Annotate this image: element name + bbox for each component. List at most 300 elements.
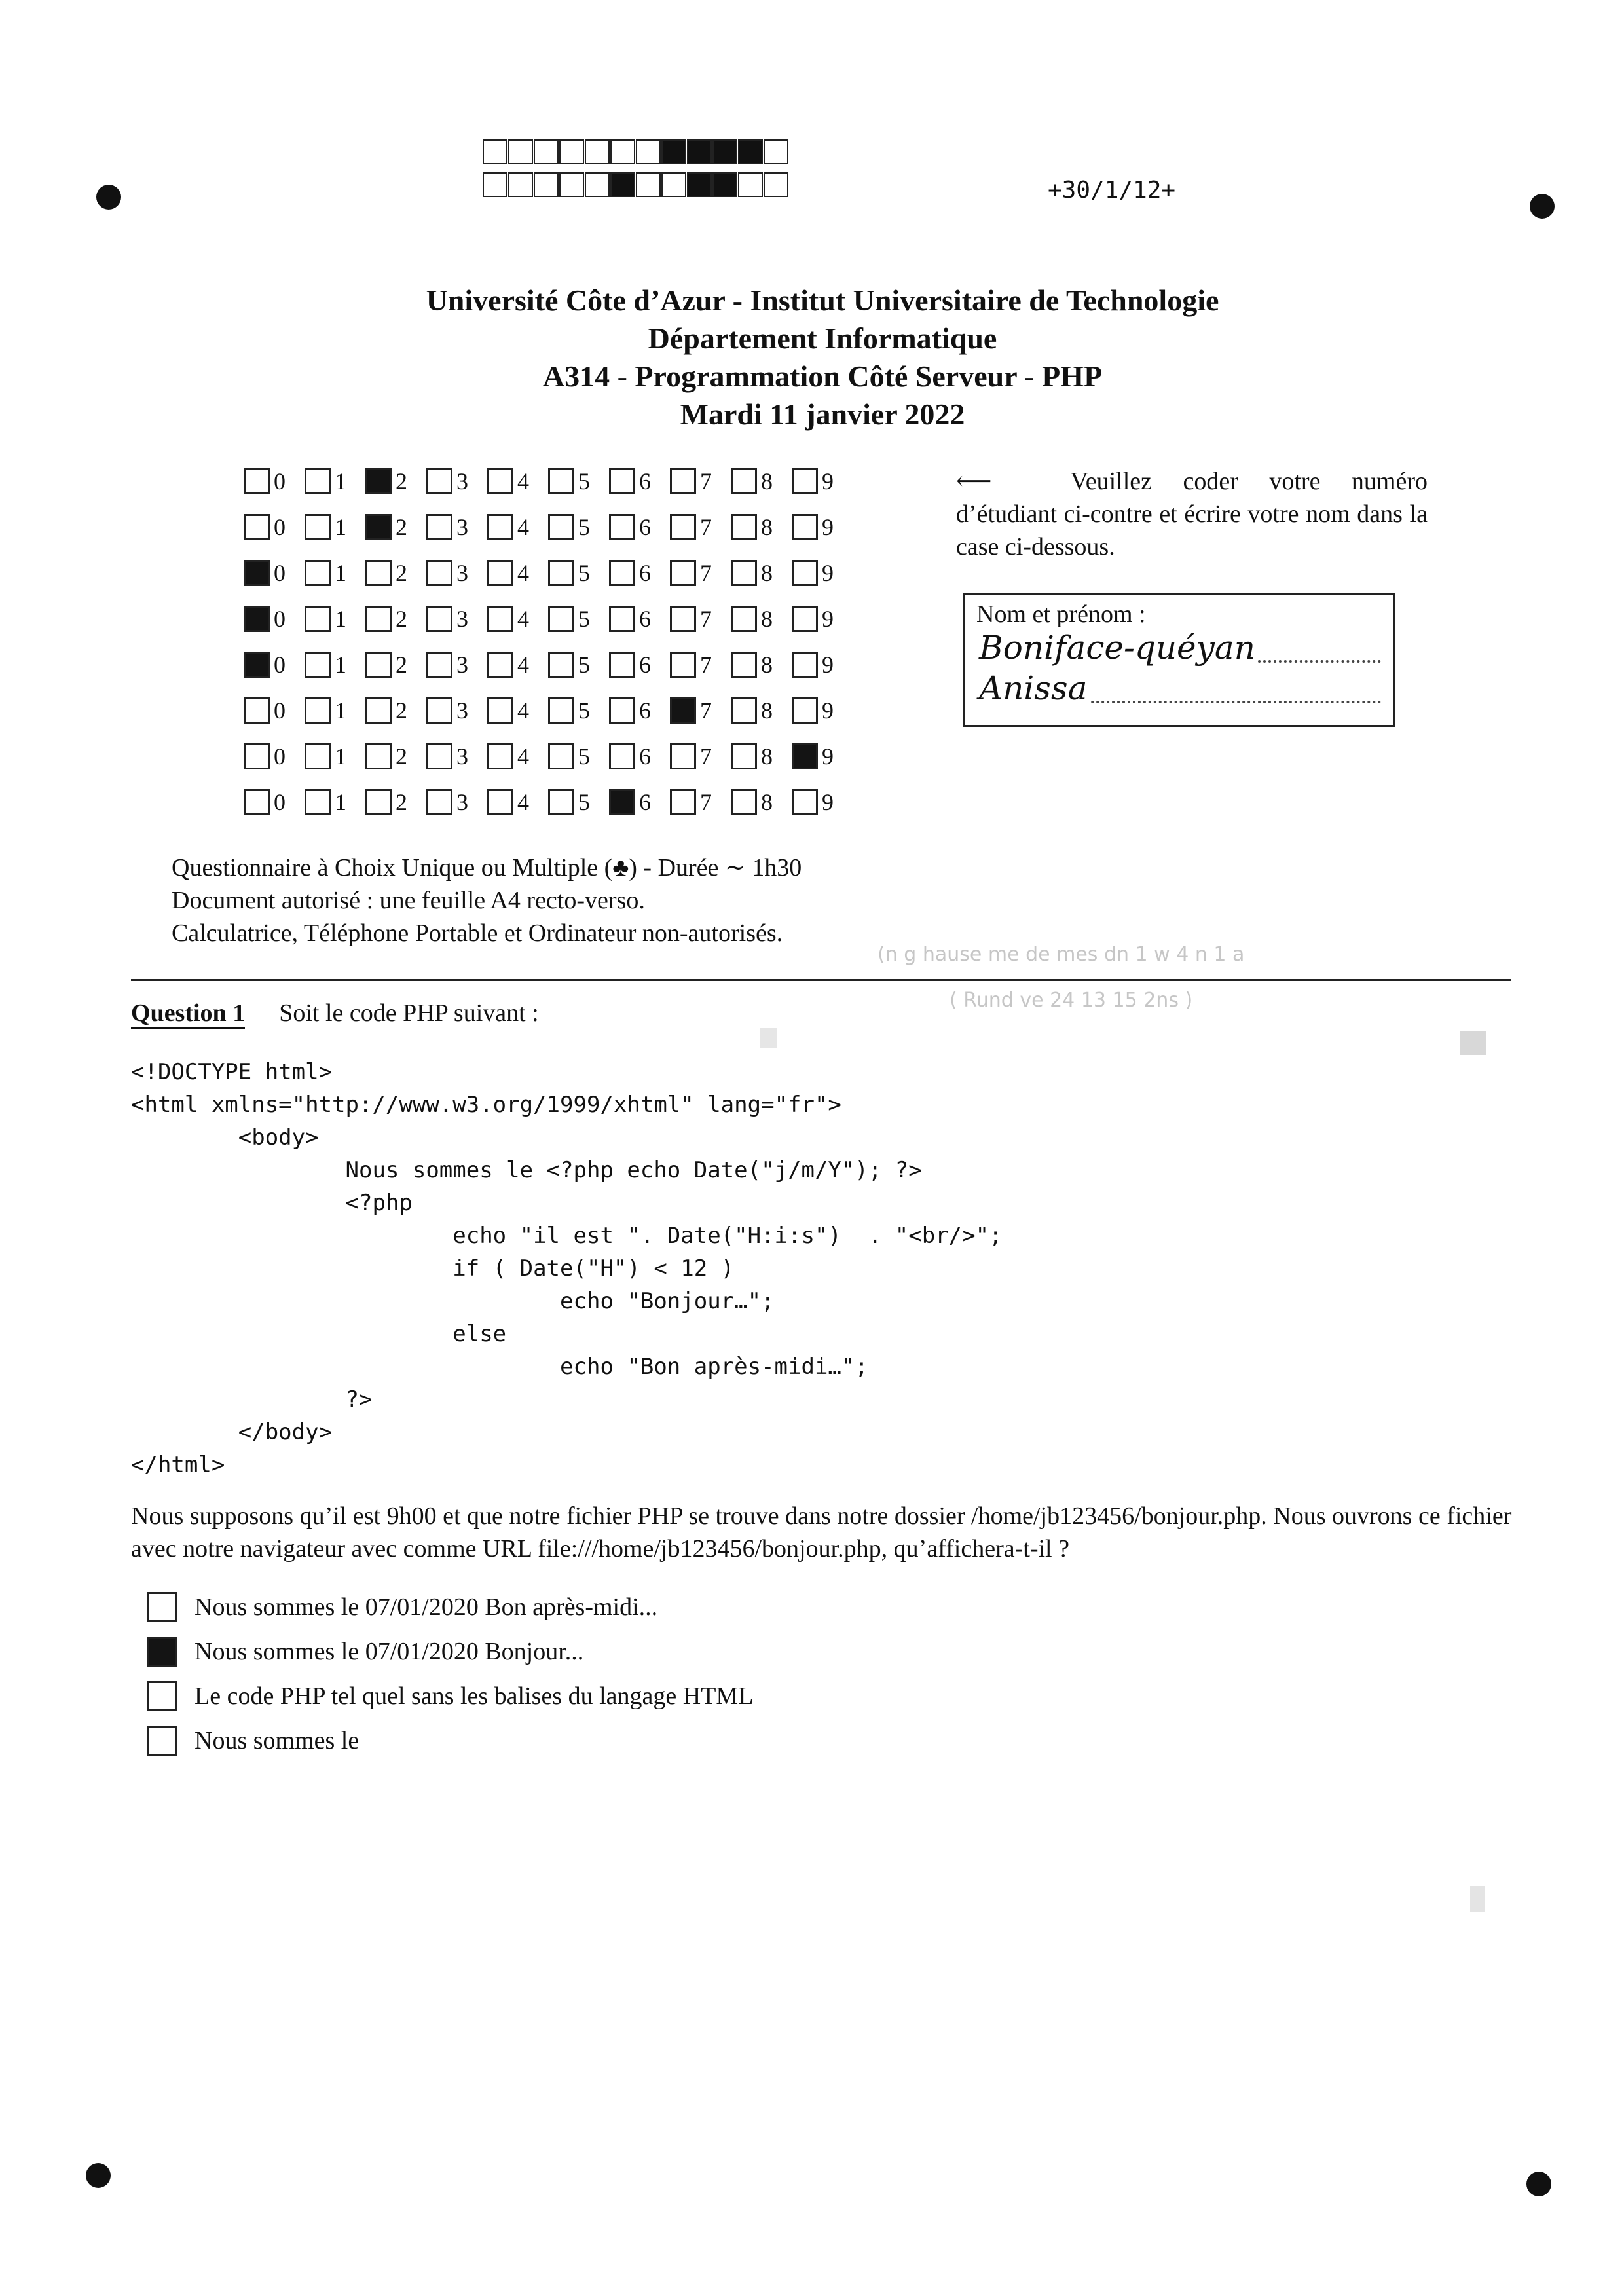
id-digit-label: 1: [335, 514, 346, 540]
id-digit-option: [244, 559, 304, 587]
id-checkbox[interactable]: [365, 606, 392, 632]
id-digit-label: 0: [274, 560, 286, 586]
id-digit-label: 8: [761, 468, 773, 494]
id-digit-label: 0: [274, 514, 286, 540]
id-digit-label: 0: [274, 468, 286, 494]
id-digit-option: [792, 559, 853, 587]
id-digit-option: [548, 559, 609, 587]
id-checkbox[interactable]: [548, 652, 574, 678]
id-digit-option: [244, 788, 304, 816]
id-checkbox[interactable]: [487, 560, 513, 586]
id-checkbox[interactable]: [426, 697, 452, 724]
id-checkbox[interactable]: [670, 468, 696, 494]
id-checkbox[interactable]: [487, 468, 513, 494]
id-digit-label: 7: [700, 468, 712, 494]
id-digit-label: 6: [639, 789, 651, 815]
id-digit-row: [244, 550, 853, 596]
answer-option: [147, 1718, 753, 1763]
id-digit-row: [244, 458, 853, 504]
id-checkbox[interactable]: [304, 789, 331, 815]
barcode-cell: [687, 139, 712, 164]
id-digit-label: 7: [700, 560, 712, 586]
id-digit-label: 0: [274, 789, 286, 815]
meta-format: Questionnaire à Choix Unique ou Multiple (♣) - Durée ∼ 1h30: [172, 854, 802, 881]
id-digit-label: 9: [822, 743, 834, 769]
id-checkbox[interactable]: [426, 606, 452, 632]
id-digit-label: 8: [761, 697, 773, 724]
id-digit-option: [426, 559, 487, 587]
id-checkbox[interactable]: [792, 743, 818, 769]
id-checkbox[interactable]: [731, 606, 757, 632]
id-digit-label: 4: [517, 697, 529, 724]
id-checkbox[interactable]: [487, 743, 513, 769]
id-digit-label: 8: [761, 514, 773, 540]
id-checkbox[interactable]: [609, 514, 635, 540]
id-digit-option: [365, 559, 426, 587]
id-checkbox[interactable]: [609, 743, 635, 769]
id-instructions: [956, 465, 1428, 563]
id-digit-label: 2: [396, 560, 407, 586]
id-checkbox[interactable]: [609, 789, 635, 815]
id-digit-option: [670, 651, 731, 678]
answer-text: Le code PHP tel quel sans les balises du langage HTML: [194, 1682, 754, 1710]
scan-smudge: [1470, 1886, 1485, 1912]
id-digit-option: [548, 743, 609, 770]
id-checkbox[interactable]: [426, 560, 452, 586]
id-digit-option: [670, 468, 731, 495]
id-digit-option: [670, 788, 731, 816]
id-digit-option: [244, 605, 304, 633]
id-checkbox[interactable]: [609, 468, 635, 494]
id-digit-label: 9: [822, 468, 834, 494]
id-digit-option: [365, 697, 426, 724]
id-digit-option: [609, 788, 670, 816]
student-id-grid: [244, 458, 853, 825]
id-digit-label: 9: [822, 697, 834, 724]
id-digit-option: [304, 559, 365, 587]
id-checkbox[interactable]: [792, 606, 818, 632]
barcode-cell: [636, 139, 661, 164]
id-digit-option: [426, 513, 487, 541]
answer-option: [147, 1674, 753, 1718]
barcode-cell: [483, 139, 507, 164]
id-digit-option: [487, 788, 548, 816]
id-checkbox[interactable]: [670, 514, 696, 540]
name-box: [963, 593, 1395, 727]
id-checkbox[interactable]: [244, 514, 270, 540]
id-checkbox[interactable]: [244, 743, 270, 769]
id-digit-option: [365, 788, 426, 816]
id-checkbox[interactable]: [548, 743, 574, 769]
id-digit-option: [426, 651, 487, 678]
id-digit-option: [792, 743, 853, 770]
id-digit-label: 5: [578, 789, 590, 815]
id-digit-label: 7: [700, 789, 712, 815]
id-digit-label: 5: [578, 743, 590, 769]
id-checkbox[interactable]: [792, 468, 818, 494]
id-checkbox[interactable]: [548, 789, 574, 815]
id-digit-label: 5: [578, 560, 590, 586]
id-checkbox[interactable]: [365, 652, 392, 678]
id-digit-label: 6: [639, 606, 651, 632]
id-digit-option: [670, 605, 731, 633]
id-digit-option: [731, 605, 792, 633]
id-digit-option: [244, 513, 304, 541]
id-digit-label: 6: [639, 560, 651, 586]
header-date: Mardi 11 janvier 2022: [680, 398, 965, 431]
id-checkbox[interactable]: [670, 789, 696, 815]
id-checkbox[interactable]: [244, 652, 270, 678]
id-digit-label: 0: [274, 606, 286, 632]
id-digit-option: [365, 651, 426, 678]
id-checkbox[interactable]: [365, 697, 392, 724]
name-label: Nom et prénom :: [976, 601, 1146, 628]
id-checkbox[interactable]: [244, 606, 270, 632]
id-digit-label: 8: [761, 743, 773, 769]
id-digit-label: 2: [396, 652, 407, 678]
id-checkbox[interactable]: [244, 789, 270, 815]
id-digit-label: 6: [639, 468, 651, 494]
id-checkbox[interactable]: [304, 514, 331, 540]
id-digit-label: 7: [700, 514, 712, 540]
id-digit-label: 3: [456, 468, 468, 494]
id-digit-label: 4: [517, 606, 529, 632]
id-digit-label: 3: [456, 743, 468, 769]
id-digit-label: 3: [456, 697, 468, 724]
id-checkbox[interactable]: [304, 697, 331, 724]
id-digit-option: [731, 697, 792, 724]
id-digit-label: 5: [578, 468, 590, 494]
id-digit-option: [548, 697, 609, 724]
barcode-cell: [712, 172, 737, 197]
question-1-header: [131, 999, 539, 1028]
id-digit-option: [731, 651, 792, 678]
barcode-cell: [738, 172, 763, 197]
id-digit-row: [244, 642, 853, 688]
id-checkbox[interactable]: [426, 468, 452, 494]
id-digit-label: 2: [396, 789, 407, 815]
id-digit-label: 9: [822, 606, 834, 632]
id-checkbox[interactable]: [487, 514, 513, 540]
id-digit-option: [731, 559, 792, 587]
id-digit-option: [365, 605, 426, 633]
id-digit-label: 1: [335, 697, 346, 724]
id-digit-option: [792, 605, 853, 633]
answer-text: Nous sommes le 07/01/2020 Bon après-midi...: [194, 1593, 658, 1621]
id-digit-label: 7: [700, 743, 712, 769]
id-digit-label: 0: [274, 652, 286, 678]
id-checkbox[interactable]: [426, 652, 452, 678]
id-digit-label: 4: [517, 468, 529, 494]
id-digit-option: [304, 513, 365, 541]
id-digit-option: [731, 513, 792, 541]
id-checkbox[interactable]: [792, 652, 818, 678]
id-digit-label: 3: [456, 560, 468, 586]
registration-mark-bottom-left: [86, 2163, 111, 2188]
id-checkbox[interactable]: [609, 606, 635, 632]
id-digit-option: [304, 697, 365, 724]
id-digit-label: 4: [517, 743, 529, 769]
id-digit-label: 1: [335, 743, 346, 769]
id-checkbox[interactable]: [304, 743, 331, 769]
firstname-line: [976, 669, 1381, 710]
id-digit-option: [365, 743, 426, 770]
barcode-cell: [610, 139, 635, 164]
id-digit-option: [304, 651, 365, 678]
id-digit-option: [792, 788, 853, 816]
id-digit-label: 1: [335, 468, 346, 494]
barcode-cell: [610, 172, 635, 197]
id-digit-label: 2: [396, 606, 407, 632]
barcode-cell: [764, 172, 788, 197]
id-digit-label: 0: [274, 743, 286, 769]
scan-smudge: [760, 1028, 777, 1048]
id-checkbox[interactable]: [244, 560, 270, 586]
id-digit-option: [609, 605, 670, 633]
barcode-cell: [712, 139, 737, 164]
id-digit-row: [244, 733, 853, 779]
id-digit-label: 5: [578, 697, 590, 724]
id-digit-row: [244, 596, 853, 642]
id-digit-label: 2: [396, 514, 407, 540]
id-digit-label: 4: [517, 652, 529, 678]
id-digit-option: [792, 697, 853, 724]
id-checkbox[interactable]: [548, 697, 574, 724]
id-digit-option: [487, 605, 548, 633]
barcode-cell: [508, 172, 533, 197]
id-digit-label: 9: [822, 560, 834, 586]
id-digit-label: 8: [761, 789, 773, 815]
id-digit-option: [304, 743, 365, 770]
id-digit-label: 3: [456, 652, 468, 678]
id-checkbox[interactable]: [244, 697, 270, 724]
id-digit-label: 4: [517, 560, 529, 586]
answer-option: [147, 1585, 753, 1629]
id-digit-option: [670, 513, 731, 541]
id-checkbox[interactable]: [609, 652, 635, 678]
question-intro: Soit le code PHP suivant :: [279, 999, 539, 1027]
id-digit-option: [487, 697, 548, 724]
id-checkbox[interactable]: [304, 606, 331, 632]
id-digit-option: [548, 468, 609, 495]
id-checkbox[interactable]: [670, 606, 696, 632]
id-checkbox[interactable]: [548, 606, 574, 632]
id-digit-option: [426, 743, 487, 770]
id-digit-option: [792, 651, 853, 678]
id-checkbox[interactable]: [426, 743, 452, 769]
id-checkbox[interactable]: [365, 743, 392, 769]
id-digit-label: 2: [396, 697, 407, 724]
instructions-text: Veuillez coder votre numéro d’étudiant ci-contre et écrire votre nom dans la case ci-dessous.: [956, 468, 1428, 561]
id-digit-option: [792, 513, 853, 541]
answer-list: [147, 1585, 753, 1763]
id-checkbox[interactable]: [487, 652, 513, 678]
id-checkbox[interactable]: [731, 560, 757, 586]
id-digit-label: 5: [578, 606, 590, 632]
barcode-cell: [585, 172, 610, 197]
id-digit-option: [426, 697, 487, 724]
id-digit-label: 0: [274, 697, 286, 724]
id-checkbox[interactable]: [792, 697, 818, 724]
exam-header: [0, 282, 1624, 434]
id-checkbox[interactable]: [487, 606, 513, 632]
id-digit-option: [304, 788, 365, 816]
id-checkbox[interactable]: [609, 697, 635, 724]
registration-mark-top-left: [96, 185, 121, 210]
id-checkbox[interactable]: [244, 468, 270, 494]
id-checkbox[interactable]: [304, 560, 331, 586]
id-digit-label: 1: [335, 789, 346, 815]
id-digit-option: [487, 468, 548, 495]
id-digit-label: 6: [639, 514, 651, 540]
id-digit-option: [731, 468, 792, 495]
surname-handwriting: Boniface-quéyan: [976, 629, 1258, 667]
barcode-row-1: [483, 139, 789, 166]
id-digit-option: [609, 468, 670, 495]
id-digit-option: [548, 651, 609, 678]
id-digit-label: 3: [456, 606, 468, 632]
answer-checkbox[interactable]: [147, 1592, 177, 1622]
left-arrow-icon: ⟵: [956, 468, 992, 495]
id-digit-option: [670, 559, 731, 587]
id-digit-label: 1: [335, 652, 346, 678]
id-digit-label: 5: [578, 514, 590, 540]
id-digit-option: [426, 788, 487, 816]
barcode-cell: [738, 139, 763, 164]
barcode-cell: [661, 139, 686, 164]
id-checkbox[interactable]: [792, 514, 818, 540]
id-checkbox[interactable]: [731, 697, 757, 724]
id-digit-label: 9: [822, 652, 834, 678]
id-checkbox[interactable]: [487, 789, 513, 815]
id-digit-option: [244, 697, 304, 724]
barcode-cell: [534, 172, 559, 197]
id-digit-row: [244, 504, 853, 550]
question-number: Question 1: [131, 999, 245, 1029]
answer-checkbox[interactable]: [147, 1637, 177, 1667]
id-digit-option: [609, 697, 670, 724]
id-digit-label: 2: [396, 468, 407, 494]
exam-meta: [172, 851, 802, 950]
registration-mark-bottom-right: [1526, 2172, 1551, 2196]
id-checkbox[interactable]: [548, 468, 574, 494]
id-checkbox[interactable]: [609, 560, 635, 586]
id-checkbox[interactable]: [670, 652, 696, 678]
id-digit-label: 8: [761, 652, 773, 678]
barcode-cell: [559, 139, 584, 164]
id-checkbox[interactable]: [670, 697, 696, 724]
id-digit-label: 6: [639, 743, 651, 769]
id-checkbox[interactable]: [548, 514, 574, 540]
id-digit-label: 8: [761, 560, 773, 586]
id-digit-label: 2: [396, 743, 407, 769]
id-digit-option: [548, 513, 609, 541]
id-checkbox[interactable]: [670, 560, 696, 586]
id-checkbox[interactable]: [487, 697, 513, 724]
registration-mark-top-right: [1530, 194, 1555, 219]
answer-checkbox[interactable]: [147, 1681, 177, 1711]
answer-option: [147, 1629, 753, 1674]
id-digit-option: [487, 651, 548, 678]
answer-text: Nous sommes le: [194, 1727, 360, 1754]
id-checkbox[interactable]: [365, 514, 392, 540]
id-digit-option: [609, 513, 670, 541]
faint-note-2: ( Rund ve 24 13 15 2ns ): [950, 989, 1193, 1012]
id-checkbox[interactable]: [731, 468, 757, 494]
barcode-cell: [534, 139, 559, 164]
id-checkbox[interactable]: [304, 652, 331, 678]
id-digit-row: [244, 688, 853, 733]
id-checkbox[interactable]: [365, 560, 392, 586]
id-digit-option: [548, 788, 609, 816]
header-university: Université Côte d’Azur - Institut Universitaire de Technologie: [426, 284, 1219, 317]
meta-devices: Calculatrice, Téléphone Portable et Ordinateur non-autorisés.: [172, 919, 783, 947]
id-checkbox[interactable]: [792, 560, 818, 586]
id-checkbox[interactable]: [670, 743, 696, 769]
id-checkbox[interactable]: [731, 743, 757, 769]
id-digit-option: [244, 743, 304, 770]
id-digit-option: [670, 743, 731, 770]
id-digit-label: 7: [700, 606, 712, 632]
id-checkbox[interactable]: [731, 514, 757, 540]
question-prompt: Nous supposons qu’il est 9h00 et que notre fichier PHP se trouve dans notre dossier /home/jb123456/bonjour.php. Nous ouvrons ce fichier avec notre navigateur avec comme URL file:///home/jb123456/bonjour.php, qu’affichera-t-il ?: [131, 1502, 1512, 1563]
id-digit-option: [304, 605, 365, 633]
page-code: +30/1/12+: [1048, 177, 1176, 204]
answer-text: Nous sommes le 07/01/2020 Bonjour...: [194, 1638, 584, 1665]
id-digit-option: [365, 513, 426, 541]
header-course: A314 - Programmation Côté Serveur - PHP: [542, 360, 1103, 393]
id-digit-row: [244, 779, 853, 825]
id-digit-option: [304, 468, 365, 495]
id-checkbox[interactable]: [365, 789, 392, 815]
header-department: Département Informatique: [648, 322, 997, 355]
scan-smudge: [1460, 1031, 1486, 1055]
id-digit-option: [487, 513, 548, 541]
id-digit-option: [670, 697, 731, 724]
id-digit-label: 8: [761, 606, 773, 632]
id-digit-label: 9: [822, 789, 834, 815]
id-digit-option: [609, 651, 670, 678]
id-checkbox[interactable]: [304, 468, 331, 494]
barcode-cell: [585, 139, 610, 164]
surname-line: [976, 629, 1381, 669]
barcode-row-2: [483, 172, 789, 198]
meta-document: Document autorisé : une feuille A4 recto-verso.: [172, 887, 645, 914]
id-digit-label: 4: [517, 789, 529, 815]
id-checkbox[interactable]: [426, 789, 452, 815]
barcode-cell: [508, 139, 533, 164]
id-digit-option: [609, 743, 670, 770]
answer-checkbox[interactable]: [147, 1726, 177, 1756]
id-digit-label: 5: [578, 652, 590, 678]
id-checkbox[interactable]: [365, 468, 392, 494]
id-digit-option: [731, 788, 792, 816]
id-checkbox[interactable]: [548, 560, 574, 586]
id-digit-label: 3: [456, 514, 468, 540]
id-digit-label: 6: [639, 652, 651, 678]
barcode-cell: [661, 172, 686, 197]
id-digit-option: [426, 468, 487, 495]
id-digit-option: [731, 743, 792, 770]
id-checkbox[interactable]: [731, 652, 757, 678]
id-digit-option: [792, 468, 853, 495]
id-checkbox[interactable]: [731, 789, 757, 815]
barcode-cell: [559, 172, 584, 197]
id-checkbox[interactable]: [792, 789, 818, 815]
id-digit-label: 7: [700, 652, 712, 678]
firstname-handwriting: Anissa: [976, 669, 1090, 707]
id-checkbox[interactable]: [426, 514, 452, 540]
